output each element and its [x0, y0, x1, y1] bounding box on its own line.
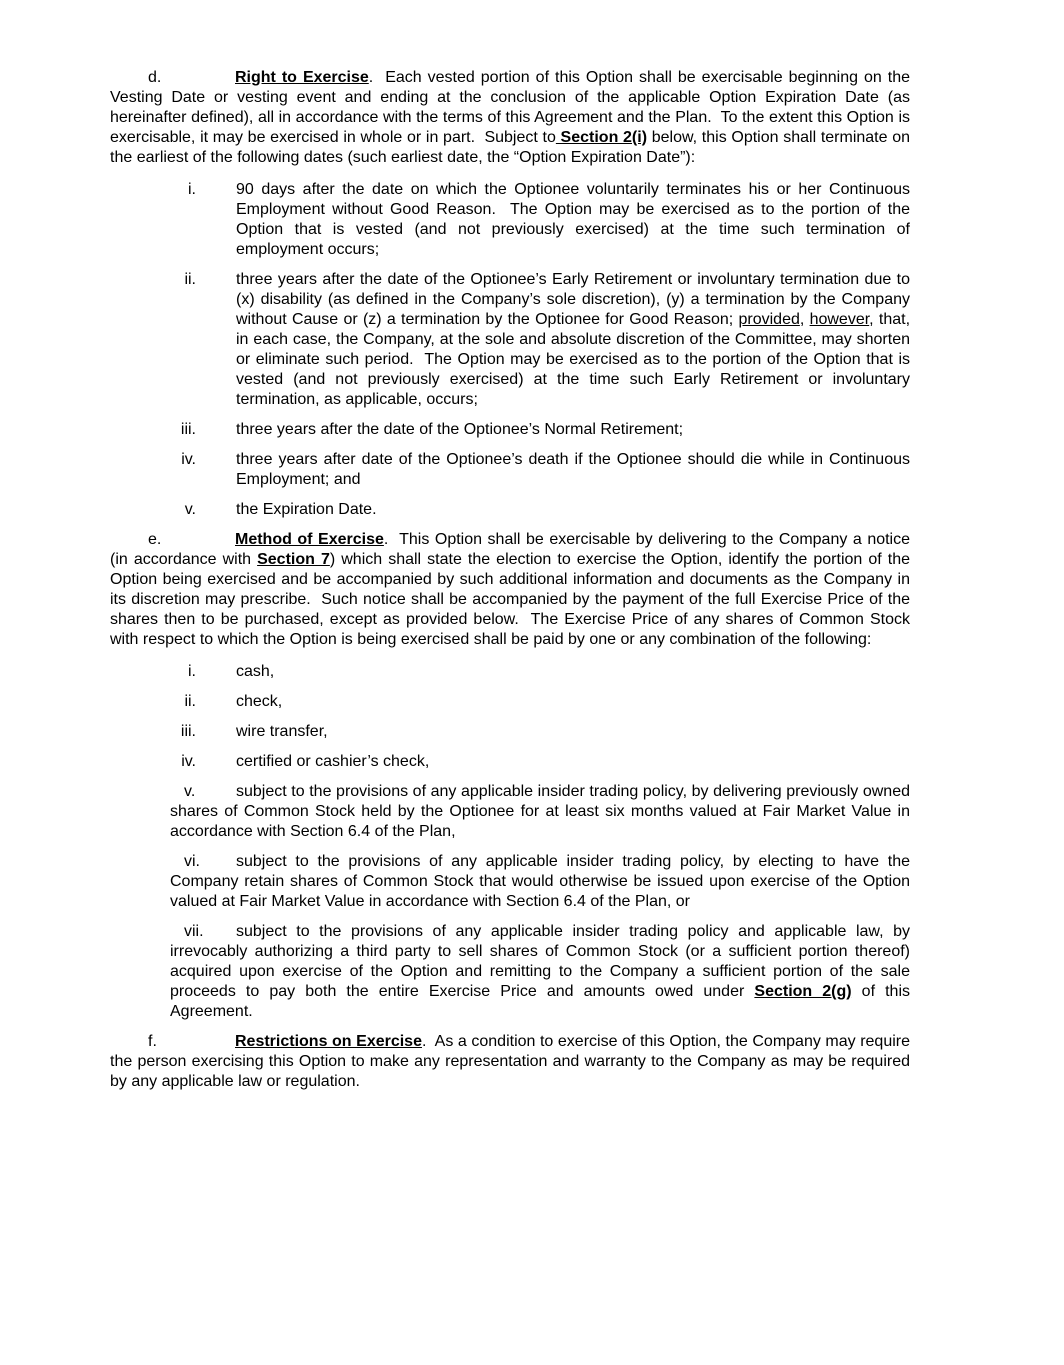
list-item-e-iv [110, 752, 910, 772]
list-marker: v. [184, 501, 196, 518]
list-item-text: check, [236, 693, 283, 710]
list-item-text: three years after date of the Optionee’s death if the Optionee should die while in Continuous Employment; and [236, 451, 915, 488]
section-f-heading: Restrictions on Exercise [235, 1033, 422, 1050]
paragraph-d [110, 68, 915, 168]
list-marker: v. [184, 783, 196, 800]
section-f-body: . As a condition to exercise of this Option, the Company may require the person exercising this Option to make any representation and warranty to the Company as may be required by any applicable law or regulation. [110, 1033, 915, 1090]
list-item-text: wire transfer, [236, 723, 328, 740]
list-marker: vi. [184, 853, 200, 870]
list-item-text: subject to the provisions of any applicable insider trading policy, by electing to have the Company retain shares of Common Stock that would otherwise be issued upon exercise of the Option valued at Fair Market Value in accordance with Section 6.4 of the Plan, or [170, 853, 915, 910]
list-item-text: three years after the date of the Optionee’s Early Retirement or involuntary termination due to (x) disability (as defined in the Company’s sole discretion), (y) a termination by the Company without Cause or (z) a termination by the Optionee for Good Reason; [236, 271, 915, 328]
list-item-text: certified or cashier’s check, [236, 753, 430, 770]
section-d-body-2: below, this Option shall terminate on the earliest of the following dates (such earliest date, the “Option Expiration Date”): [110, 129, 915, 166]
section-d-marker: d. [148, 69, 162, 86]
list-item-d-i [110, 180, 915, 260]
section-2i-reference: Section 2(i) [555, 129, 648, 146]
section-2g-reference: Section 2(g) [754, 983, 852, 1000]
list-item-text: 90 days after the date on which the Optionee voluntarily terminates his or her Continuous Employment without Good Reason. The Option may be exercised as to the portion of the Option that is vested (and not previously exercised) at the time such termination of employment occurs; [236, 181, 915, 258]
list-item-text: cash, [236, 663, 275, 680]
list-item-text: of this Agreement. [170, 983, 914, 1020]
list-marker: vii. [184, 923, 204, 940]
section-d-heading: Right to Exercise [235, 69, 369, 86]
list-item-text: three years after the date of the Optionee’s Normal Retirement; [236, 421, 684, 438]
list-item-d-iii [110, 420, 910, 440]
list-marker: iv. [181, 753, 196, 770]
list-item-d-ii [110, 270, 915, 410]
paragraph-f [110, 1032, 915, 1092]
section-e-body: . This Option shall be exercisable by delivering to the Company a notice (in accordance with [110, 531, 915, 568]
list-marker: ii. [184, 693, 196, 710]
however-underlined: however [809, 311, 870, 328]
section-f-marker: f. [148, 1033, 157, 1050]
paragraph-e [110, 530, 915, 650]
list-item-d-iv [110, 450, 915, 490]
section-e-body-2: ) which shall state the election to exercise the Option, identify the portion of the Option being exercised and be accompanied by such additional information and documents as the Company in its discretion may prescribe. Such notice shall be accompanied by the payment of the full Exercise Price of the shares then to be purchased, except as provided below. The Exercise Price of any shares of Common Stock with respect to which the Option is being exercised shall be paid by one or any combination of the following: [110, 551, 915, 648]
list-item-text: subject to the provisions of any applicable insider trading policy, by delivering previously owned shares of Common Stock held by the Optionee for at least six months valued at Fair Market Value in accordance with Section 6.4 of the Plan, [170, 783, 915, 840]
list-item-text: subject to the provisions of any applicable insider trading policy and applicable law, by irrevocably authorizing a third party to sell shares of Common Stock (or a sufficient portion thereof) acquired upon exercise of the Option and remitting to the Company a sufficient portion of the sale proceeds to pay both the entire Exercise Price and amounts owed under [170, 923, 915, 1000]
list-marker: i. [188, 181, 196, 198]
list-item-d-v [110, 500, 910, 520]
section-e-heading: Method of Exercise [235, 531, 384, 548]
list-item-e-v [110, 782, 915, 842]
list-item-e-vii [110, 922, 915, 1022]
list-item-text: the Expiration Date. [236, 501, 377, 518]
list-item-e-ii [110, 692, 910, 712]
list-marker: iii. [180, 723, 196, 740]
section-7-reference: Section 7 [257, 551, 330, 568]
section-e-marker: e. [148, 531, 162, 548]
section-d-body: . Each vested portion of this Option shall be exercisable beginning on the Vesting Date or vesting event and ending at the conclusion of the applicable Option Expiration Date (as hereinafter defined), all in accordance with the terms of this Agreement and the Plan. To the extent this Option is exercisable, it may be exercised in whole or in part. Subject to [110, 69, 915, 146]
list-marker: iii. [180, 421, 196, 438]
list-marker: i. [188, 663, 196, 680]
list-item-e-i [110, 662, 910, 682]
provided-underlined: provided [738, 311, 800, 328]
list-item-text: , that, in each case, the Company, at the sole and absolute discretion of the Committee, may shorten or eliminate such period. The Option may be exercised as to the portion of the Option that is vested (and not previously exercised) at the time such Early Retirement or involuntary termination, as applicable, occurs; [236, 311, 915, 408]
list-marker: iv. [181, 451, 196, 468]
list-item-text: , [799, 311, 810, 328]
list-item-e-iii [110, 722, 910, 742]
list-marker: ii. [184, 271, 196, 288]
list-item-e-vi [110, 852, 915, 912]
